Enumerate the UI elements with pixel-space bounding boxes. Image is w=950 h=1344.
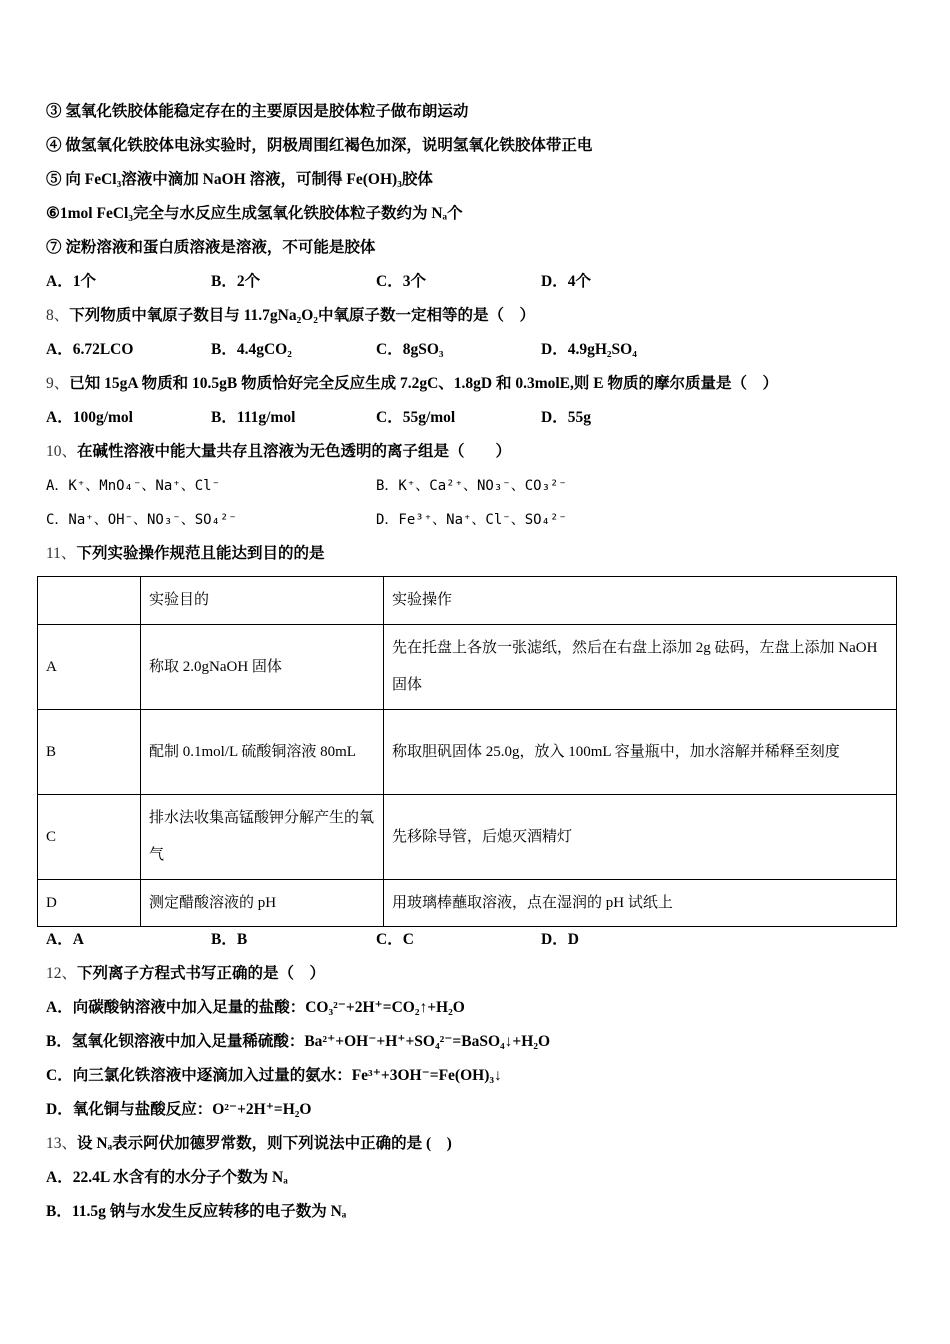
statement-7: ⑦ 淀粉溶液和蛋白质溶液是溶液，不可能是胶体 xyxy=(46,239,376,256)
q7-option-d: D．4个 xyxy=(541,273,591,290)
table-cell: 先在托盘上各放一张滤纸，然后在右盘上添加 2g 砝码，左盘上添加 NaOH 固体 xyxy=(384,625,897,710)
q10-option-a: A．K⁺、MnO₄⁻、Na⁺、Cl⁻ xyxy=(46,478,221,494)
q11-option-c: C．C xyxy=(376,931,414,948)
question-number: 9、 xyxy=(46,375,70,392)
table-row xyxy=(38,880,897,927)
table-row xyxy=(38,710,897,795)
question-text: 下列实验操作规范且能达到目的的是 xyxy=(76,545,325,562)
q13-option-a: A．22.4L 水含有的水分子个数为 Nₐ xyxy=(46,1169,288,1186)
table-cell: A xyxy=(38,625,141,710)
table-row xyxy=(38,795,897,880)
table-header-cell: 实验目的 xyxy=(141,577,384,625)
table-cell: D xyxy=(38,880,141,927)
question-9 xyxy=(46,374,778,394)
q7-option-b: B．2个 xyxy=(211,273,261,290)
question-number: 10、 xyxy=(46,443,78,460)
table-cell: 配制 0.1mol/L 硫酸铜溶液 80mL xyxy=(141,710,384,795)
q8-option-d: D．4.9gH₂SO₄ xyxy=(541,341,637,358)
table-cell: 先移除导管，后熄灭酒精灯 xyxy=(384,795,897,880)
table-header-row xyxy=(38,577,897,625)
question-text: 下列离子方程式书写正确的是（ ） xyxy=(77,965,326,982)
table-cell: 用玻璃棒蘸取溶液，点在湿润的 pH 试纸上 xyxy=(384,880,897,927)
table-cell: 称取 2.0gNaOH 固体 xyxy=(141,625,384,710)
question-11 xyxy=(46,544,324,564)
q12-option-a: A．向碳酸钠溶液中加入足量的盐酸：CO₃²⁻+2H⁺=CO₂↑+H₂O xyxy=(46,999,465,1016)
q11-option-b: B．B xyxy=(211,931,248,948)
q9-option-a: A．100g/mol xyxy=(46,409,133,426)
q13-option-b: B．11.5g 钠与水发生反应转移的电子数为 Nₐ xyxy=(46,1203,347,1220)
q12-option-d: D．氧化铜与盐酸反应：O²⁻+2H⁺=H₂O xyxy=(46,1101,312,1118)
question-number: 8、 xyxy=(46,307,70,324)
question-10 xyxy=(46,442,511,462)
q9-option-d: D．55g xyxy=(541,409,591,426)
q9-option-c: C．55g/mol xyxy=(376,409,456,426)
q10-option-d: D．Fe³⁺、Na⁺、Cl⁻、SO₄²⁻ xyxy=(376,512,567,528)
statement-6: ⑥1mol FeCl₃完全与水反应生成氢氧化铁胶体粒子数约为 Nₐ个 xyxy=(46,205,463,222)
table-cell: 称取胆矾固体 25.0g，放入 100mL 容量瓶中，加水溶解并稀释至刻度 xyxy=(384,710,897,795)
question-13 xyxy=(46,1134,452,1154)
q8-option-c: C．8gSO₃ xyxy=(376,341,444,358)
q10-option-c: C．Na⁺、OH⁻、NO₃⁻、SO₄²⁻ xyxy=(46,512,237,528)
q12-option-c: C．向三氯化铁溶液中逐滴加入过量的氨水：Fe³⁺+3OH⁻=Fe(OH)₃↓ xyxy=(46,1067,502,1084)
question-8 xyxy=(46,306,535,326)
q11-option-d: D．D xyxy=(541,931,579,948)
table-cell: 测定醋酸溶液的 pH xyxy=(141,880,384,927)
table-cell: 排水法收集高锰酸钾分解产生的氧气 xyxy=(141,795,384,880)
table-cell: B xyxy=(38,710,141,795)
question-text: 已知 15gA 物质和 10.5gB 物质恰好完全反应生成 7.2gC、1.8gD 和 0.3molE,则 E 物质的摩尔质量是（ ） xyxy=(69,375,778,392)
question-number: 11、 xyxy=(46,545,77,562)
question-number: 13、 xyxy=(46,1135,78,1152)
statement-5: ⑤ 向 FeCl₃溶液中滴加 NaOH 溶液，可制得 Fe(OH)₃胶体 xyxy=(46,171,433,188)
q12-option-b: B．氢氧化钡溶液中加入足量稀硫酸：Ba²⁺+OH⁻+H⁺+SO₄²⁻=BaSO₄↓+H₂O xyxy=(46,1033,551,1050)
statement-4: ④ 做氢氧化铁胶体电泳实验时，阴极周围红褐色加深，说明氢氧化铁胶体带正电 xyxy=(46,137,593,154)
question-12 xyxy=(46,964,325,984)
table-row xyxy=(38,625,897,710)
table-header-cell: 实验操作 xyxy=(384,577,897,625)
q7-option-a: A．1个 xyxy=(46,273,96,290)
q11-option-a: A．A xyxy=(46,931,84,948)
q10-option-b: B．K⁺、Ca²⁺、NO₃⁻、CO₃²⁻ xyxy=(376,478,567,494)
q8-option-a: A．6.72LCO xyxy=(46,341,134,358)
q9-option-b: B．111g/mol xyxy=(211,409,296,426)
table-header-cell xyxy=(38,577,141,625)
statement-3: ③ 氢氧化铁胶体能稳定存在的主要原因是胶体粒子做布朗运动 xyxy=(46,103,469,120)
q8-option-b: B．4.4gCO₂ xyxy=(211,341,292,358)
table-cell: C xyxy=(38,795,141,880)
question-number: 12、 xyxy=(46,965,78,982)
question-text: 在碱性溶液中能大量共存且溶液为无色透明的离子组是（ ） xyxy=(77,443,512,460)
question-text: 下列物质中氧原子数目与 11.7gNa₂O₂中氧原子数一定相等的是（ ） xyxy=(69,307,535,324)
q7-option-c: C．3个 xyxy=(376,273,426,290)
experiment-table xyxy=(37,576,897,927)
question-text: 设 Nₐ表示阿伏加德罗常数，则下列说法中正确的是 ( ) xyxy=(77,1135,452,1152)
